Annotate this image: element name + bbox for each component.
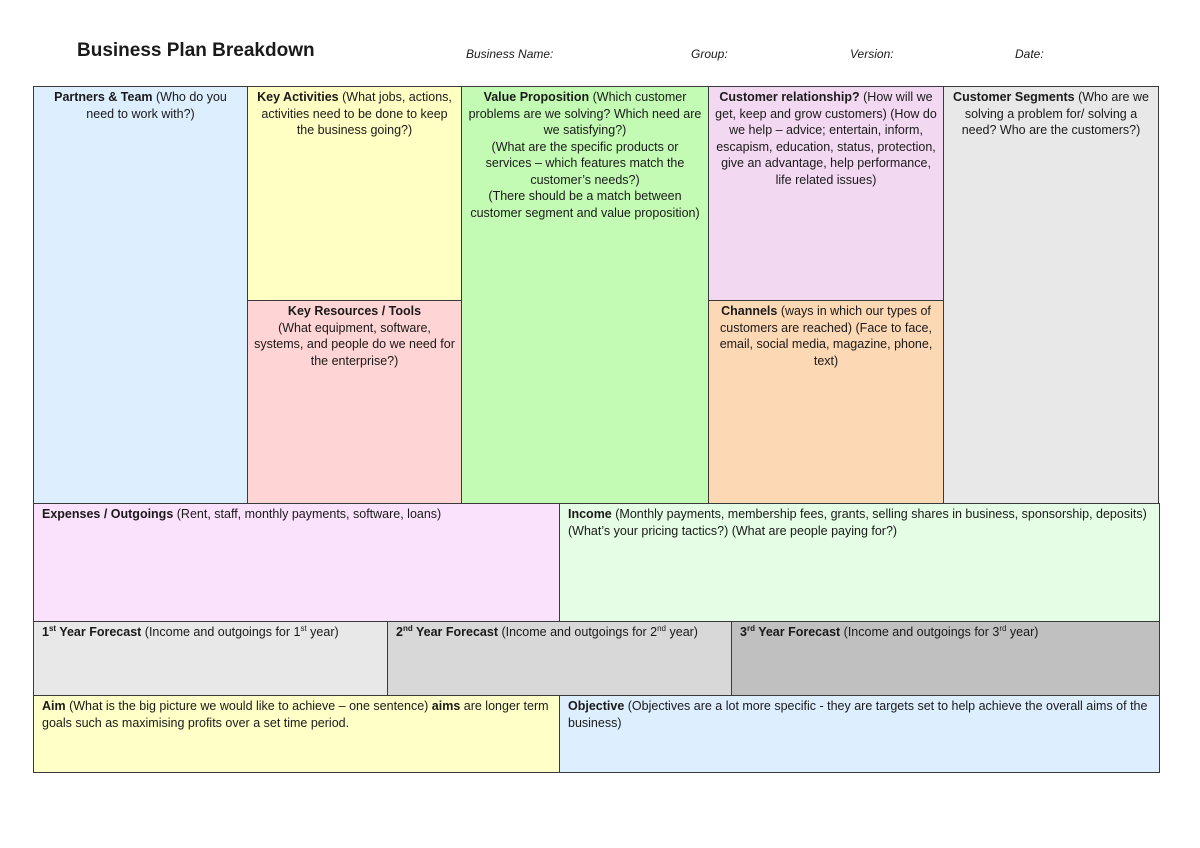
objective-title: Objective: [568, 699, 625, 713]
aim-box[interactable]: [33, 695, 560, 773]
business-name-label: Business Name:: [466, 47, 554, 61]
customer-relationship-desc: (How will we get, keep and grow customers) (How do we help – advice; entertain, inform, escapism, education, status, protection, give an advantage, help performance, life related issues): [715, 90, 937, 187]
date-label: Date:: [1015, 47, 1044, 61]
key-activities-box[interactable]: [247, 86, 462, 301]
aim-title: Aim: [42, 699, 66, 713]
key-activities-title: Key Activities: [257, 90, 339, 104]
group-label: Group:: [691, 47, 728, 61]
customer-segments-desc: (Who are we solving a problem for/ solving a need? Who are the customers?): [961, 90, 1149, 137]
forecast-year-2-title: 2nd Year Forecast: [396, 623, 498, 639]
value-proposition-desc-2: (What are the specific products or services – which features match the customer’s needs?): [485, 139, 685, 187]
customer-relationship-box[interactable]: [708, 86, 944, 301]
objective-box[interactable]: [559, 695, 1160, 773]
forecast-year-3-desc: (Income and outgoings for 3rd year): [840, 623, 1039, 639]
aim-bold-word: aims: [431, 699, 461, 713]
partners-team-desc: (Who do you need to work with?): [86, 90, 227, 121]
key-resources-box[interactable]: [247, 300, 462, 504]
aim-desc: (What is the big picture we would like to achieve – one sentence): [65, 699, 432, 713]
forecast-year-1-title: 1st Year Forecast: [42, 623, 142, 639]
income-desc: (Monthly payments, membership fees, grants, selling shares in business, sponsorship, deposits) (What’s your pricing tactics?) (What are people paying for?): [568, 507, 1147, 538]
income-title: Income: [568, 507, 612, 521]
objective-desc: (Objectives are a lot more specific - they are targets set to help achieve the overall aims of the business): [568, 699, 1148, 730]
expenses-title: Expenses / Outgoings: [42, 507, 174, 521]
aim-desc-2: are longer term goals such as maximising profits over a set time period.: [42, 699, 549, 730]
forecast-year-1-desc: (Income and outgoings for 1st year): [141, 623, 339, 639]
value-proposition-desc: (Which customer problems are we solving? Which need are we satisfying?): [468, 90, 702, 137]
key-resources-desc: (What equipment, software, systems, and people do we need for the enterprise?): [254, 320, 455, 368]
key-activities-desc: (What jobs, actions, activities need to be done to keep the business going?): [261, 90, 452, 137]
value-proposition-desc-3: (There should be a match between customer segment and value proposition): [470, 189, 700, 220]
forecast-year-3-title: 3rd Year Forecast: [740, 623, 841, 639]
customer-segments-title: Customer Segments: [953, 90, 1075, 104]
channels-box[interactable]: [708, 300, 944, 504]
value-proposition-box[interactable]: [461, 86, 709, 504]
version-label: Version:: [850, 47, 894, 61]
expenses-box[interactable]: [33, 503, 560, 622]
value-proposition-title: Value Proposition: [483, 90, 590, 104]
page-title: Business Plan Breakdown: [77, 40, 315, 61]
customer-segments-box[interactable]: [943, 86, 1159, 504]
partners-team-box[interactable]: [33, 86, 248, 504]
partners-team-title: Partners & Team: [54, 90, 153, 104]
channels-title: Channels: [721, 304, 778, 318]
channels-desc: (ways in which our types of customers are reached) (Face to face, email, social media, magazine, phone, text): [719, 304, 933, 368]
forecast-year-1-box[interactable]: [33, 621, 388, 696]
forecast-year-3-box[interactable]: [731, 621, 1160, 696]
forecast-year-2-box[interactable]: [387, 621, 732, 696]
income-box[interactable]: [559, 503, 1160, 622]
expenses-desc: (Rent, staff, monthly payments, software, loans): [173, 507, 442, 521]
key-resources-title: Key Resources / Tools: [287, 304, 422, 318]
forecast-year-2-desc: (Income and outgoings for 2nd year): [497, 623, 698, 639]
customer-relationship-title: Customer relationship?: [719, 90, 860, 104]
